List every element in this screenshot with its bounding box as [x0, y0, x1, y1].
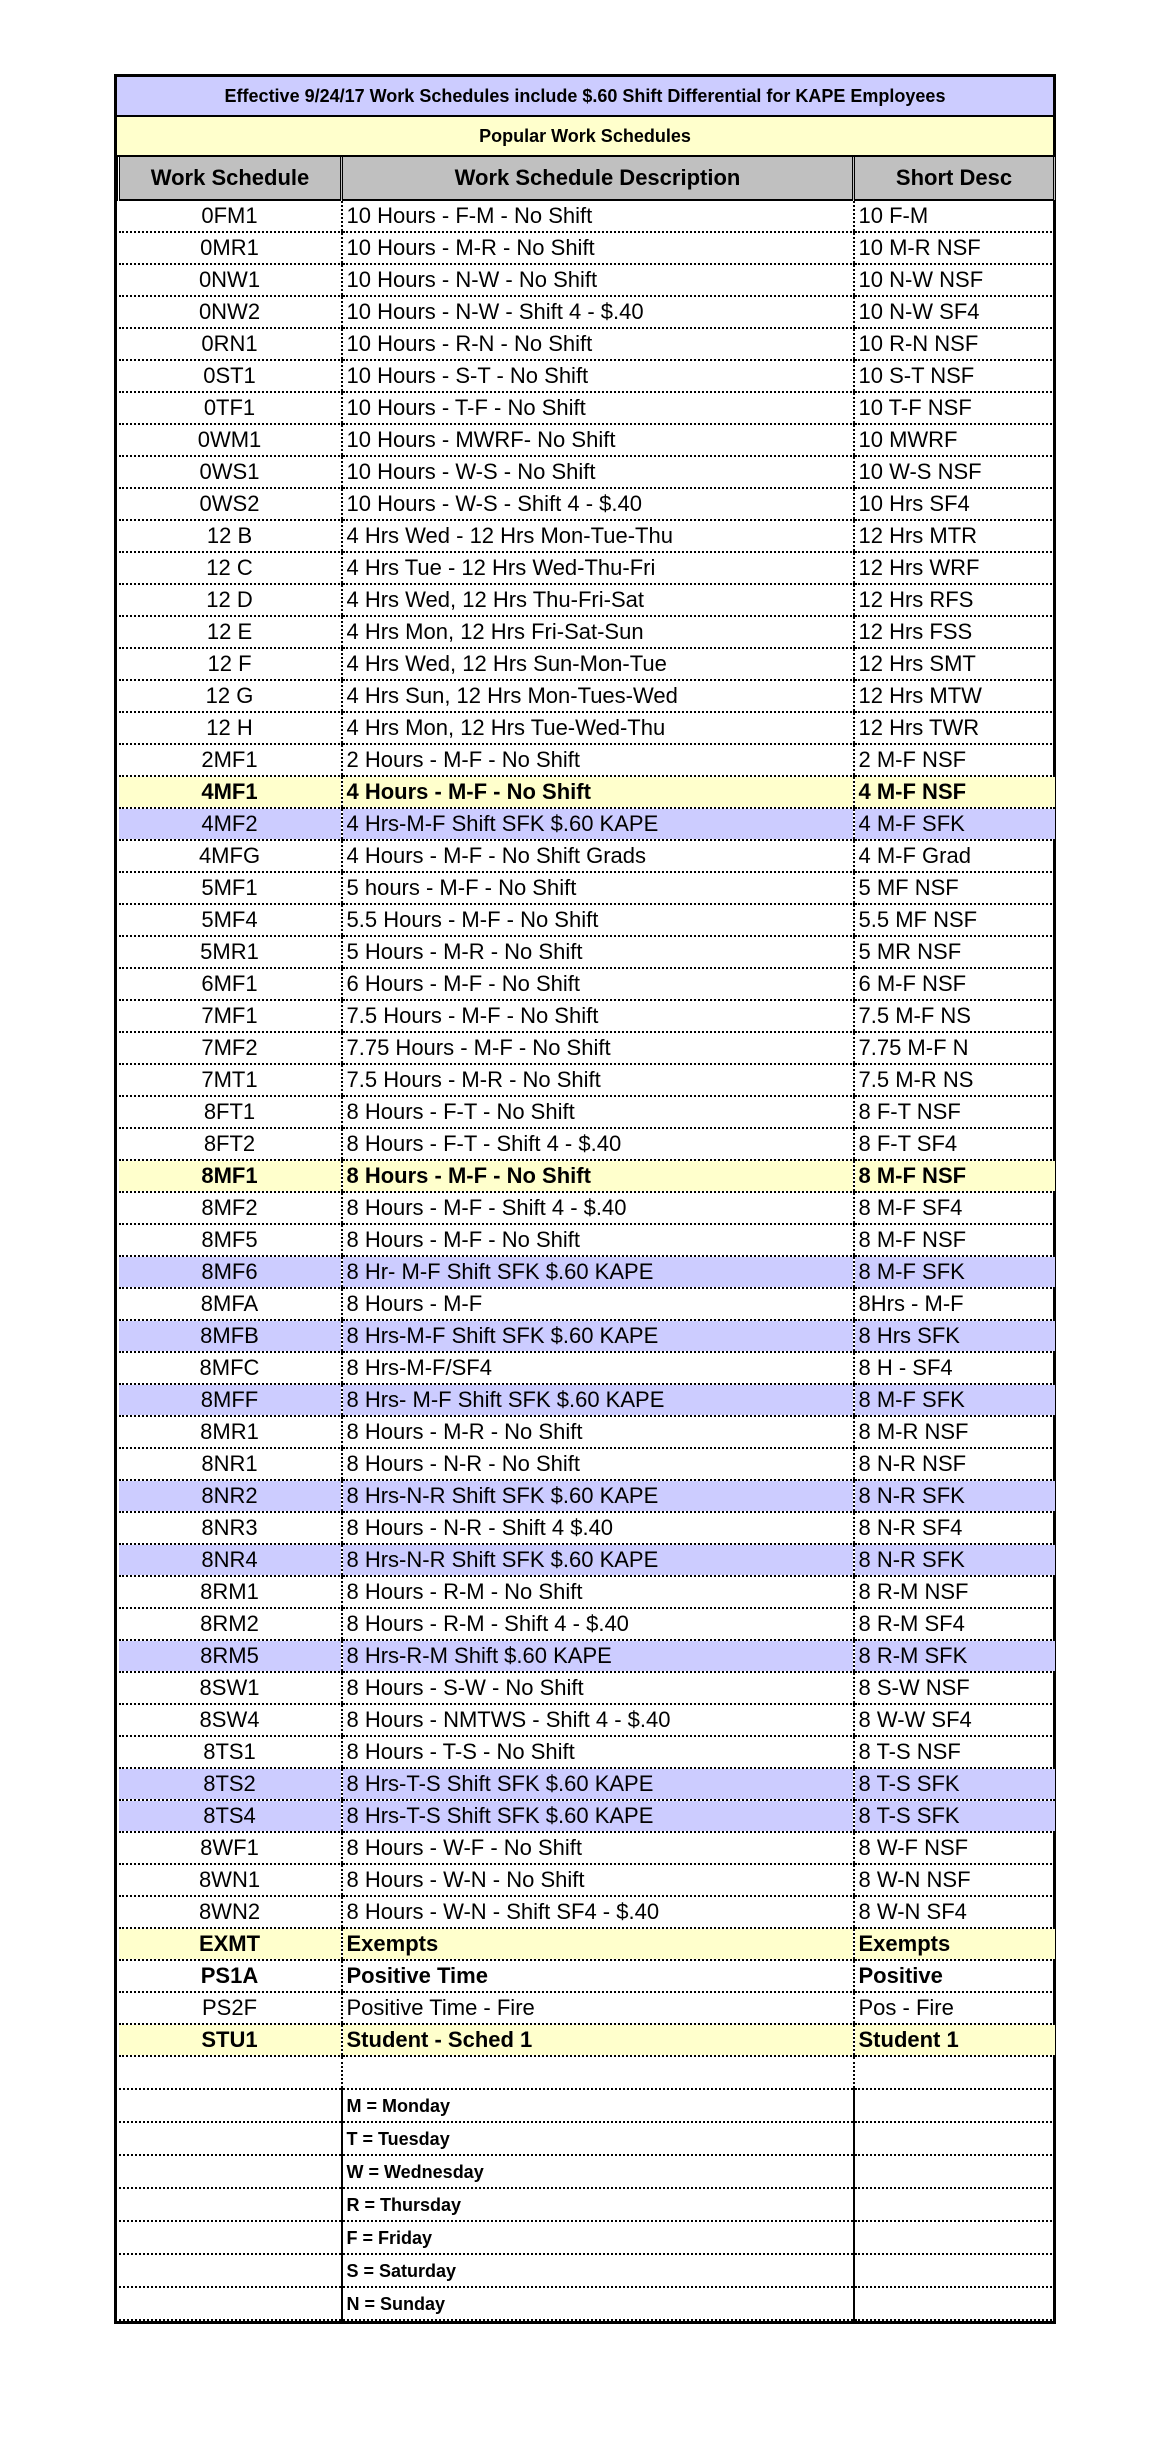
empty-cell: [854, 2287, 1055, 2320]
schedule-code-cell: 0TF1: [119, 392, 342, 424]
schedule-code-cell: 0FM1: [119, 200, 342, 232]
schedule-code-cell: 8MF1: [119, 1160, 342, 1192]
empty-cell: [854, 2155, 1055, 2188]
schedule-code-cell: 8MF6: [119, 1256, 342, 1288]
table-row: [119, 1064, 1055, 1096]
schedule-description-cell: 8 Hours - T-S - No Shift: [342, 1736, 854, 1768]
short-desc-cell: 10 R-N NSF: [854, 328, 1055, 360]
schedule-code-cell: 5MF1: [119, 872, 342, 904]
schedule-description-cell: 10 Hours - S-T - No Shift: [342, 360, 854, 392]
schedule-description-cell: 6 Hours - M-F - No Shift: [342, 968, 854, 1000]
schedule-code-cell: 0MR1: [119, 232, 342, 264]
short-desc-cell: 8 F-T SF4: [854, 1128, 1055, 1160]
short-desc-cell: 5 MR NSF: [854, 936, 1055, 968]
table-row: [119, 1608, 1055, 1640]
schedule-code-cell: 8WN1: [119, 1864, 342, 1896]
empty-cell: [854, 2188, 1055, 2221]
short-desc-cell: Positive: [854, 1960, 1055, 1992]
table-row: [119, 1544, 1055, 1576]
schedule-code-cell: 0NW2: [119, 296, 342, 328]
short-desc-cell: 8Hrs - M-F: [854, 1288, 1055, 1320]
table-body: [119, 200, 1055, 2056]
schedule-code-cell: 0ST1: [119, 360, 342, 392]
table-row: [119, 1576, 1055, 1608]
page-subtitle: Popular Work Schedules: [117, 117, 1053, 157]
schedule-description-cell: 4 Hrs Wed - 12 Hrs Mon-Tue-Thu: [342, 520, 854, 552]
short-desc-cell: 8 N-R SF4: [854, 1512, 1055, 1544]
schedule-description-cell: 8 Hours - M-F - No Shift: [342, 1160, 854, 1192]
schedule-code-cell: 0RN1: [119, 328, 342, 360]
empty-cell: [854, 2122, 1055, 2155]
table-row: [119, 488, 1055, 520]
short-desc-cell: 8 M-F NSF: [854, 1160, 1055, 1192]
table-row: [119, 424, 1055, 456]
schedule-description-cell: 10 Hours - W-S - Shift 4 - $.40: [342, 488, 854, 520]
table-row: [119, 1384, 1055, 1416]
short-desc-cell: 7.5 M-F NS: [854, 1000, 1055, 1032]
short-desc-cell: 10 T-F NSF: [854, 392, 1055, 424]
schedule-code-cell: 2MF1: [119, 744, 342, 776]
short-desc-cell: 8 R-M SF4: [854, 1608, 1055, 1640]
table-row: [119, 1672, 1055, 1704]
short-desc-cell: 10 N-W SF4: [854, 296, 1055, 328]
schedule-code-cell: 8TS4: [119, 1800, 342, 1832]
short-desc-cell: 12 Hrs SMT: [854, 648, 1055, 680]
table-row: [119, 552, 1055, 584]
schedule-description-cell: 4 Hrs Mon, 12 Hrs Tue-Wed-Thu: [342, 712, 854, 744]
schedule-code-cell: 8RM5: [119, 1640, 342, 1672]
schedule-description-cell: 4 Hrs Tue - 12 Hrs Wed-Thu-Fri: [342, 552, 854, 584]
table-row: [119, 1992, 1055, 2024]
schedule-description-cell: 2 Hours - M-F - No Shift: [342, 744, 854, 776]
schedule-description-cell: 8 Hours - F-T - No Shift: [342, 1096, 854, 1128]
legend-row: [119, 2188, 1055, 2221]
schedule-code-cell: 5MF4: [119, 904, 342, 936]
table-row: [119, 296, 1055, 328]
schedule-description-cell: 8 Hrs- M-F Shift SFK $.60 KAPE: [342, 1384, 854, 1416]
table-row: [119, 1864, 1055, 1896]
table-row: [119, 1832, 1055, 1864]
table-row: [119, 712, 1055, 744]
schedule-description-cell: 8 Hours - M-F - No Shift: [342, 1224, 854, 1256]
short-desc-cell: 2 M-F NSF: [854, 744, 1055, 776]
short-desc-cell: 12 Hrs RFS: [854, 584, 1055, 616]
schedule-code-cell: 12 C: [119, 552, 342, 584]
table-row: [119, 1192, 1055, 1224]
empty-cell: [854, 2254, 1055, 2287]
short-desc-cell: 8 M-R NSF: [854, 1416, 1055, 1448]
table-row: [119, 1320, 1055, 1352]
schedule-code-cell: 0WS2: [119, 488, 342, 520]
table-row: [119, 232, 1055, 264]
table-row: [119, 776, 1055, 808]
schedule-code-cell: 8MFC: [119, 1352, 342, 1384]
schedule-code-cell: 12 G: [119, 680, 342, 712]
table-row: [119, 1896, 1055, 1928]
short-desc-cell: 8 M-F NSF: [854, 1224, 1055, 1256]
schedule-description-cell: Positive Time: [342, 1960, 854, 1992]
legend-row: [119, 2287, 1055, 2320]
table-row: [119, 744, 1055, 776]
schedule-code-cell: 6MF1: [119, 968, 342, 1000]
schedule-code-cell: 8TS2: [119, 1768, 342, 1800]
legend-item: F = Friday: [342, 2221, 854, 2254]
schedule-code-cell: 5MR1: [119, 936, 342, 968]
short-desc-cell: 12 Hrs TWR: [854, 712, 1055, 744]
short-desc-cell: 8 R-M NSF: [854, 1576, 1055, 1608]
schedule-description-cell: 4 Hrs Wed, 12 Hrs Thu-Fri-Sat: [342, 584, 854, 616]
column-header-description: Work Schedule Description: [342, 157, 854, 200]
schedule-code-cell: STU1: [119, 2024, 342, 2056]
schedule-description-cell: 7.5 Hours - M-R - No Shift: [342, 1064, 854, 1096]
short-desc-cell: 8 H - SF4: [854, 1352, 1055, 1384]
table-row: [119, 904, 1055, 936]
blank-row: [119, 2056, 1055, 2089]
table-row: [119, 936, 1055, 968]
schedule-code-cell: 8WN2: [119, 1896, 342, 1928]
table-row: [119, 1640, 1055, 1672]
schedule-description-cell: 8 Hours - M-F - Shift 4 - $.40: [342, 1192, 854, 1224]
short-desc-cell: 4 M-F Grad: [854, 840, 1055, 872]
schedule-code-cell: 12 H: [119, 712, 342, 744]
schedule-description-cell: 8 Hr- M-F Shift SFK $.60 KAPE: [342, 1256, 854, 1288]
schedule-code-cell: 7MF2: [119, 1032, 342, 1064]
legend-item: N = Sunday: [342, 2287, 854, 2320]
schedule-code-cell: 12 E: [119, 616, 342, 648]
empty-cell: [119, 2122, 342, 2155]
schedule-description-cell: 4 Hrs-M-F Shift SFK $.60 KAPE: [342, 808, 854, 840]
table-row: [119, 1512, 1055, 1544]
schedule-code-cell: 8MFB: [119, 1320, 342, 1352]
short-desc-cell: 8 M-F SFK: [854, 1256, 1055, 1288]
short-desc-cell: 10 W-S NSF: [854, 456, 1055, 488]
short-desc-cell: 12 Hrs MTW: [854, 680, 1055, 712]
schedule-code-cell: 7MF1: [119, 1000, 342, 1032]
legend-row: [119, 2221, 1055, 2254]
table-row: [119, 1736, 1055, 1768]
table-header-row: [119, 157, 1055, 200]
empty-cell: [119, 2188, 342, 2221]
table-row: [119, 1352, 1055, 1384]
short-desc-cell: 8 W-F NSF: [854, 1832, 1055, 1864]
schedule-table: [117, 157, 1056, 2321]
schedule-description-cell: 8 Hrs-R-M Shift $.60 KAPE: [342, 1640, 854, 1672]
schedule-code-cell: 12 B: [119, 520, 342, 552]
table-row: [119, 1160, 1055, 1192]
schedule-description-cell: 4 Hrs Wed, 12 Hrs Sun-Mon-Tue: [342, 648, 854, 680]
schedule-description-cell: 8 Hours - NMTWS - Shift 4 - $.40: [342, 1704, 854, 1736]
short-desc-cell: Pos - Fire: [854, 1992, 1055, 2024]
legend-item: R = Thursday: [342, 2188, 854, 2221]
legend-row: [119, 2254, 1055, 2287]
short-desc-cell: 5.5 MF NSF: [854, 904, 1055, 936]
page-title: Effective 9/24/17 Work Schedules include $.60 Shift Differential for KAPE Employees: [117, 77, 1053, 117]
schedule-code-cell: 8FT1: [119, 1096, 342, 1128]
schedule-description-cell: 4 Hrs Sun, 12 Hrs Mon-Tues-Wed: [342, 680, 854, 712]
schedule-description-cell: 7.75 Hours - M-F - No Shift: [342, 1032, 854, 1064]
short-desc-cell: 10 S-T NSF: [854, 360, 1055, 392]
schedule-description-cell: 10 Hours - T-F - No Shift: [342, 392, 854, 424]
schedule-description-cell: 10 Hours - MWRF- No Shift: [342, 424, 854, 456]
short-desc-cell: Exempts: [854, 1928, 1055, 1960]
schedule-code-cell: 8NR3: [119, 1512, 342, 1544]
legend-row: [119, 2122, 1055, 2155]
short-desc-cell: 10 MWRF: [854, 424, 1055, 456]
table-row: [119, 872, 1055, 904]
short-desc-cell: 7.5 M-R NS: [854, 1064, 1055, 1096]
empty-cell: [119, 2254, 342, 2287]
column-header-work-schedule: Work Schedule: [119, 157, 342, 200]
schedule-code-cell: 8MR1: [119, 1416, 342, 1448]
short-desc-cell: 8 F-T NSF: [854, 1096, 1055, 1128]
short-desc-cell: 8 Hrs SFK: [854, 1320, 1055, 1352]
table-row: [119, 328, 1055, 360]
table-row: [119, 1256, 1055, 1288]
short-desc-cell: Student 1: [854, 2024, 1055, 2056]
schedule-code-cell: 8NR4: [119, 1544, 342, 1576]
short-desc-cell: 10 M-R NSF: [854, 232, 1055, 264]
table-row: [119, 1768, 1055, 1800]
schedule-description-cell: Exempts: [342, 1928, 854, 1960]
schedule-code-cell: 4MFG: [119, 840, 342, 872]
short-desc-cell: 10 Hrs SF4: [854, 488, 1055, 520]
schedule-description-cell: Student - Sched 1: [342, 2024, 854, 2056]
table-row: [119, 264, 1055, 296]
empty-cell: [119, 2089, 342, 2122]
short-desc-cell: 8 T-S NSF: [854, 1736, 1055, 1768]
schedule-description-cell: 8 Hours - F-T - Shift 4 - $.40: [342, 1128, 854, 1160]
schedule-description-cell: Positive Time - Fire: [342, 1992, 854, 2024]
schedule-code-cell: 0NW1: [119, 264, 342, 296]
table-row: [119, 520, 1055, 552]
schedule-description-cell: 8 Hours - N-R - Shift 4 $.40: [342, 1512, 854, 1544]
schedule-description-cell: 8 Hrs-T-S Shift SFK $.60 KAPE: [342, 1768, 854, 1800]
schedule-code-cell: 8NR1: [119, 1448, 342, 1480]
schedule-code-cell: 8RM1: [119, 1576, 342, 1608]
short-desc-cell: 8 N-R SFK: [854, 1544, 1055, 1576]
schedule-description-cell: 10 Hours - F-M - No Shift: [342, 200, 854, 232]
schedule-code-cell: EXMT: [119, 1928, 342, 1960]
empty-cell: [119, 2287, 342, 2320]
table-row: [119, 1224, 1055, 1256]
table-row: [119, 1800, 1055, 1832]
schedule-code-cell: 12 D: [119, 584, 342, 616]
schedule-description-cell: 5 Hours - M-R - No Shift: [342, 936, 854, 968]
table-row: [119, 1000, 1055, 1032]
schedule-description-cell: 8 Hours - R-M - No Shift: [342, 1576, 854, 1608]
table-row: [119, 1096, 1055, 1128]
schedule-description-cell: 8 Hrs-N-R Shift SFK $.60 KAPE: [342, 1480, 854, 1512]
table-row: [119, 456, 1055, 488]
empty-cell: [119, 2056, 342, 2089]
column-header-short-desc: Short Desc: [854, 157, 1055, 200]
empty-cell: [119, 2155, 342, 2188]
table-row: [119, 1704, 1055, 1736]
schedule-description-cell: 8 Hrs-M-F/SF4: [342, 1352, 854, 1384]
short-desc-cell: 7.75 M-F N: [854, 1032, 1055, 1064]
schedule-description-cell: 4 Hours - M-F - No Shift Grads: [342, 840, 854, 872]
schedule-code-cell: 8MF2: [119, 1192, 342, 1224]
empty-cell: [854, 2221, 1055, 2254]
short-desc-cell: 12 Hrs WRF: [854, 552, 1055, 584]
schedule-description-cell: 10 Hours - M-R - No Shift: [342, 232, 854, 264]
schedule-description-cell: 10 Hours - W-S - No Shift: [342, 456, 854, 488]
short-desc-cell: 4 M-F SFK: [854, 808, 1055, 840]
schedule-description-cell: 8 Hours - M-F: [342, 1288, 854, 1320]
schedule-description-cell: 4 Hours - M-F - No Shift: [342, 776, 854, 808]
schedule-code-cell: 8MFF: [119, 1384, 342, 1416]
short-desc-cell: 6 M-F NSF: [854, 968, 1055, 1000]
schedule-code-cell: 8TS1: [119, 1736, 342, 1768]
short-desc-cell: 8 R-M SFK: [854, 1640, 1055, 1672]
legend-row: [119, 2155, 1055, 2188]
empty-cell: [854, 2056, 1055, 2089]
schedule-code-cell: 12 F: [119, 648, 342, 680]
table-row: [119, 1928, 1055, 1960]
short-desc-cell: 8 S-W NSF: [854, 1672, 1055, 1704]
table-row: [119, 584, 1055, 616]
short-desc-cell: 12 Hrs FSS: [854, 616, 1055, 648]
empty-cell: [119, 2221, 342, 2254]
table-row: [119, 1288, 1055, 1320]
table-row: [119, 1416, 1055, 1448]
schedule-code-cell: 4MF1: [119, 776, 342, 808]
schedule-code-cell: 0WS1: [119, 456, 342, 488]
short-desc-cell: 5 MF NSF: [854, 872, 1055, 904]
schedule-description-cell: 8 Hrs-M-F Shift SFK $.60 KAPE: [342, 1320, 854, 1352]
schedule-code-cell: 4MF2: [119, 808, 342, 840]
legend-item: W = Wednesday: [342, 2155, 854, 2188]
table-row: [119, 200, 1055, 232]
table-row: [119, 680, 1055, 712]
short-desc-cell: 10 N-W NSF: [854, 264, 1055, 296]
schedule-description-cell: 8 Hours - W-N - Shift SF4 - $.40: [342, 1896, 854, 1928]
table-row: [119, 840, 1055, 872]
legend-item: M = Monday: [342, 2089, 854, 2122]
schedule-code-cell: 0WM1: [119, 424, 342, 456]
short-desc-cell: 8 T-S SFK: [854, 1800, 1055, 1832]
schedule-sheet: [114, 74, 1056, 2324]
table-row: [119, 2024, 1055, 2056]
schedule-code-cell: 7MT1: [119, 1064, 342, 1096]
schedule-code-cell: 8SW1: [119, 1672, 342, 1704]
short-desc-cell: 12 Hrs MTR: [854, 520, 1055, 552]
table-row: [119, 1448, 1055, 1480]
schedule-code-cell: 8MFA: [119, 1288, 342, 1320]
short-desc-cell: 8 W-N NSF: [854, 1864, 1055, 1896]
schedule-description-cell: 5.5 Hours - M-F - No Shift: [342, 904, 854, 936]
schedule-code-cell: 8NR2: [119, 1480, 342, 1512]
short-desc-cell: 10 F-M: [854, 200, 1055, 232]
table-row: [119, 968, 1055, 1000]
schedule-code-cell: PS2F: [119, 1992, 342, 2024]
schedule-code-cell: PS1A: [119, 1960, 342, 1992]
short-desc-cell: 8 N-R NSF: [854, 1448, 1055, 1480]
table-row: [119, 1128, 1055, 1160]
schedule-description-cell: 10 Hours - N-W - No Shift: [342, 264, 854, 296]
schedule-description-cell: 10 Hours - R-N - No Shift: [342, 328, 854, 360]
schedule-description-cell: 8 Hrs-N-R Shift SFK $.60 KAPE: [342, 1544, 854, 1576]
table-row: [119, 1480, 1055, 1512]
schedule-description-cell: 8 Hours - W-F - No Shift: [342, 1832, 854, 1864]
schedule-description-cell: 8 Hours - S-W - No Shift: [342, 1672, 854, 1704]
short-desc-cell: 8 T-S SFK: [854, 1768, 1055, 1800]
schedule-description-cell: 8 Hours - N-R - No Shift: [342, 1448, 854, 1480]
schedule-code-cell: 8FT2: [119, 1128, 342, 1160]
schedule-description-cell: 8 Hours - R-M - Shift 4 - $.40: [342, 1608, 854, 1640]
schedule-code-cell: 8RM2: [119, 1608, 342, 1640]
schedule-description-cell: 5 hours - M-F - No Shift: [342, 872, 854, 904]
legend-item: T = Tuesday: [342, 2122, 854, 2155]
table-row: [119, 1960, 1055, 1992]
table-row: [119, 1032, 1055, 1064]
short-desc-cell: 8 M-F SF4: [854, 1192, 1055, 1224]
legend-row: [119, 2089, 1055, 2122]
table-row: [119, 616, 1055, 648]
table-row: [119, 808, 1055, 840]
short-desc-cell: 8 W-N SF4: [854, 1896, 1055, 1928]
short-desc-cell: 8 M-F SFK: [854, 1384, 1055, 1416]
schedule-description-cell: 7.5 Hours - M-F - No Shift: [342, 1000, 854, 1032]
table-row: [119, 392, 1055, 424]
short-desc-cell: 8 W-W SF4: [854, 1704, 1055, 1736]
day-legend: [119, 2056, 1055, 2320]
legend-item: S = Saturday: [342, 2254, 854, 2287]
table-row: [119, 648, 1055, 680]
empty-cell: [342, 2056, 854, 2089]
schedule-code-cell: 8MF5: [119, 1224, 342, 1256]
schedule-description-cell: 8 Hours - W-N - No Shift: [342, 1864, 854, 1896]
schedule-description-cell: 4 Hrs Mon, 12 Hrs Fri-Sat-Sun: [342, 616, 854, 648]
empty-cell: [854, 2089, 1055, 2122]
short-desc-cell: 8 N-R SFK: [854, 1480, 1055, 1512]
schedule-code-cell: 8SW4: [119, 1704, 342, 1736]
table-row: [119, 360, 1055, 392]
schedule-description-cell: 10 Hours - N-W - Shift 4 - $.40: [342, 296, 854, 328]
schedule-description-cell: 8 Hours - M-R - No Shift: [342, 1416, 854, 1448]
schedule-code-cell: 8WF1: [119, 1832, 342, 1864]
short-desc-cell: 4 M-F NSF: [854, 776, 1055, 808]
schedule-description-cell: 8 Hrs-T-S Shift SFK $.60 KAPE: [342, 1800, 854, 1832]
